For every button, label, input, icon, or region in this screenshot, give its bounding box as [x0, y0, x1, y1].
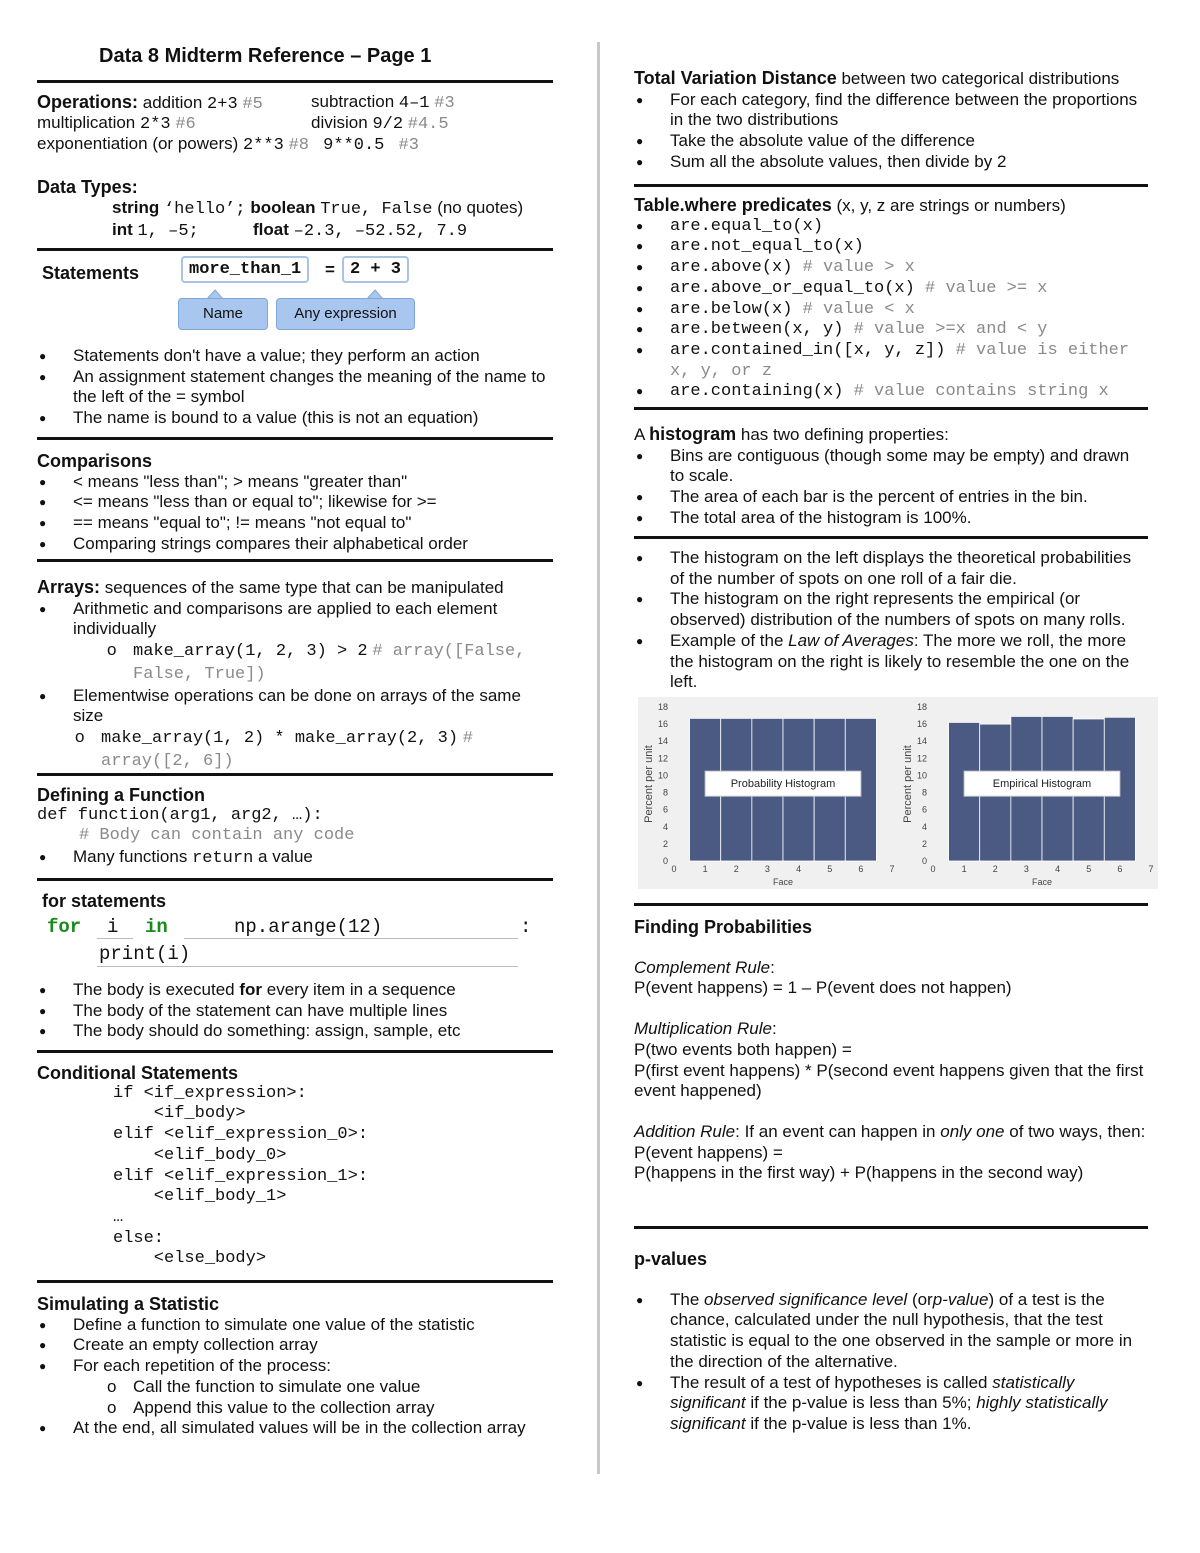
- op-code: 9**0.5: [323, 136, 385, 155]
- y-tick-label: 12: [916, 753, 927, 764]
- rule: [634, 407, 1148, 410]
- code-line: elif <elif_expression_0>:: [113, 1125, 369, 1145]
- data-types-section: [37, 177, 553, 243]
- list-item: ● Elementwise operations can be done on arrays of the same size: [37, 686, 553, 727]
- code: return: [192, 849, 254, 869]
- x-tick-label: 3: [764, 864, 770, 874]
- code-comment: # array([2, 6]): [101, 728, 473, 771]
- text: of two ways, then:: [1009, 1121, 1146, 1141]
- op-label: subtraction: [311, 92, 395, 111]
- probabilities-title: Finding Probabilities: [634, 917, 813, 937]
- type-label: boolean: [250, 197, 316, 217]
- x-axis-label: Face: [772, 877, 794, 887]
- list-item: [37, 980, 553, 1001]
- x-tick-label: 3: [1023, 864, 1029, 874]
- type-example: –2.3, –52.52, 7.9: [293, 222, 468, 242]
- comparisons-title: Comparisons: [37, 451, 153, 471]
- list-item: [634, 1373, 1148, 1435]
- text: Example of the: [670, 630, 784, 650]
- list-item: ● < means "less than"; > means "greater than": [37, 472, 553, 493]
- x-tick-label: 6: [858, 864, 864, 874]
- list-item: ● <= means "less than or equal to"; likewise for >=: [37, 492, 553, 513]
- x-axis-label: Face: [1031, 877, 1053, 887]
- y-tick-label: 8: [921, 787, 927, 798]
- text: P(happens in the first way) + P(happens in the second way): [634, 1163, 1084, 1183]
- rule: [37, 773, 553, 776]
- x-tick-label: 7: [1148, 864, 1154, 874]
- histogram-description: [634, 548, 1148, 693]
- where-subtitle: (x, y, z are strings or numbers): [836, 196, 1066, 215]
- y-tick-label: 10: [657, 770, 668, 781]
- sub-list-item: [65, 727, 553, 772]
- text: if the p-value is less than 1%.: [750, 1413, 972, 1433]
- code-comment: # value >=x and < y: [853, 320, 1048, 340]
- text: every item in a sequence: [266, 980, 456, 999]
- underline: [97, 938, 133, 939]
- op-label: division: [311, 113, 368, 132]
- statements-title: Statements: [42, 263, 140, 283]
- x-tick-label: 7: [889, 864, 895, 874]
- operations-section: [37, 92, 553, 155]
- expression-code-box: 2 + 3: [342, 256, 409, 283]
- text: only one: [940, 1121, 1005, 1141]
- op-label: multiplication: [37, 113, 136, 132]
- pvalues-title: p-values: [634, 1249, 708, 1269]
- underline: [97, 966, 518, 967]
- code-comment: # value is either x, y, or z: [670, 340, 1130, 381]
- list-item: ● Create an empty collection array: [37, 1335, 553, 1356]
- list-item: ● Take the absolute value of the difference: [634, 131, 1148, 152]
- op-result: #3: [434, 94, 455, 113]
- list-item: ● == means "equal to"; != means "not equal to": [37, 513, 553, 534]
- type-label: float: [253, 220, 289, 240]
- code-comment: # array([False, False, True]): [133, 642, 526, 684]
- code-line: <else_body>: [113, 1249, 267, 1269]
- x-tick-label: 2: [992, 864, 998, 874]
- text: a value: [258, 847, 313, 867]
- text: The: [670, 1289, 700, 1309]
- y-tick-label: 4: [921, 821, 927, 832]
- type-example: 1, –5;: [137, 222, 199, 242]
- text: Law of Averages: [788, 630, 914, 650]
- loop-body: print(i): [99, 943, 191, 965]
- y-tick-label: 12: [657, 753, 668, 764]
- type-note: (no quotes): [437, 197, 524, 217]
- y-tick-label: 18: [916, 702, 927, 712]
- text: Many functions: [73, 847, 188, 867]
- op-code: 9/2: [372, 115, 404, 134]
- text: (or: [911, 1289, 933, 1309]
- text: The result of a test of hypotheses is called: [670, 1372, 988, 1392]
- in-keyword: in: [145, 916, 168, 938]
- list-item: ● The total area of the histogram is 100%.: [634, 508, 1148, 529]
- text: P(event happens) =: [634, 1142, 783, 1162]
- name-tag: Name: [178, 298, 268, 330]
- code: are.above(x): [670, 258, 793, 278]
- y-tick-label: 0: [921, 856, 927, 866]
- for-bullets: [37, 980, 553, 1042]
- for-keyword: for: [47, 916, 82, 938]
- y-tick-label: 0: [662, 856, 668, 866]
- code: are.below(x): [670, 299, 793, 319]
- code: are.above_or_equal_to(x): [670, 278, 915, 298]
- x-tick-label: 5: [827, 864, 833, 874]
- arrays-section: [37, 577, 553, 772]
- code: are.equal_to(x): [670, 216, 824, 236]
- list-item: ● At the end, all simulated values will be in the collection array: [37, 1418, 553, 1439]
- code-line: else:: [113, 1228, 165, 1248]
- text: p-value: [932, 1289, 989, 1309]
- x-tick-label: 0: [671, 864, 677, 874]
- list-item: [634, 631, 1148, 693]
- y-tick-label: 6: [662, 804, 668, 815]
- defining-function-section: [37, 785, 553, 870]
- list-item: ● An assignment statement changes the meaning of the name to the left of the = symbol: [37, 367, 553, 408]
- rule: [37, 1280, 553, 1283]
- op-code: 4–1: [398, 94, 430, 113]
- chart-title: Probability Histogram: [730, 778, 836, 791]
- rule: [37, 1050, 553, 1053]
- list-item: [37, 847, 553, 870]
- where-section: [634, 195, 1148, 403]
- x-tick-label: 5: [1086, 864, 1092, 874]
- name-code-box: more_than_1: [181, 256, 309, 283]
- sub-list-item: o Call the function to simulate one value: [97, 1377, 553, 1398]
- defining-function-title: Defining a Function: [37, 785, 205, 805]
- list-item: [634, 1290, 1148, 1373]
- rule: [634, 536, 1148, 539]
- rule: [634, 1226, 1148, 1229]
- data-types-title: Data Types:: [37, 177, 138, 197]
- op-code: 2**3: [243, 136, 284, 155]
- x-tick-label: 0: [930, 864, 936, 874]
- y-tick-label: 18: [657, 702, 668, 712]
- op-code: 2*3: [140, 115, 171, 134]
- y-tick-label: 14: [657, 736, 668, 747]
- rule: [37, 80, 553, 83]
- list-item: [634, 217, 1148, 238]
- op-result: #6: [175, 115, 196, 134]
- x-tick-label: 6: [1117, 864, 1123, 874]
- colon: :: [520, 916, 532, 938]
- sub-list-item: o Append this value to the collection array: [97, 1398, 553, 1419]
- where-title: Table.where predicates: [634, 195, 832, 215]
- x-tick-label: 4: [796, 864, 802, 874]
- probabilities-section: Finding Probabilities Complement Rule: P(event happens) = 1 – P(event does not happen) Multiplication Rule: P(two events both happen) = P(first event happens) * P(second event happens given that the first event happened) Addition Rule: If an event can happen in only one of two ways, then: P(event happens) = P(happens in the first way) + P(happens in the second way): [634, 917, 1148, 1184]
- chart-title: Empirical Histogram: [992, 778, 1092, 791]
- text: P(two events both happen) =: [634, 1039, 852, 1059]
- code-line: <elif_body_1>: [113, 1187, 287, 1207]
- type-label: int: [112, 220, 133, 240]
- op-result: #8: [288, 136, 309, 155]
- text: : If an event can happen in: [735, 1121, 936, 1141]
- list-item: [634, 300, 1148, 321]
- code: are.not_equal_to(x): [670, 237, 864, 257]
- rule: [634, 903, 1148, 906]
- code-comment: # value contains string x: [853, 382, 1109, 402]
- code-line: <if_body>: [113, 1104, 246, 1124]
- conditional-section: [37, 1063, 553, 1270]
- text: A: [634, 425, 645, 444]
- sequence-expression: np.arange(12): [234, 916, 383, 938]
- list-item: ● The name is bound to a value (this is not an equation): [37, 408, 553, 429]
- text: The body is executed: [73, 980, 235, 999]
- y-tick-label: 14: [916, 736, 927, 747]
- expression-tag: Any expression: [276, 298, 415, 330]
- op-label: addition: [142, 93, 203, 112]
- where-list: [634, 217, 1148, 403]
- list-item: [634, 237, 1148, 258]
- text: for: [239, 980, 263, 999]
- x-tick-label: 1: [961, 864, 967, 874]
- list-item: ● Statements don't have a value; they perform an action: [37, 346, 553, 367]
- list-item: [634, 258, 1148, 279]
- rule: [37, 248, 553, 251]
- list-item: [634, 341, 1148, 382]
- statements-bullets: [37, 346, 553, 429]
- x-tick-label: 1: [702, 864, 708, 874]
- y-axis-label: Percent per unit: [643, 745, 655, 823]
- code-line: if <if_expression>:: [113, 1083, 307, 1103]
- text: : The more we roll, the more the histogram on the right is likely to resemble the one on the left.: [670, 630, 1130, 692]
- op-result: #3: [398, 136, 419, 155]
- op-label: exponentiation (or powers): [37, 134, 239, 153]
- code-comment: # value < x: [802, 299, 915, 319]
- text: observed significance level: [704, 1289, 908, 1309]
- text: P(event happens) = 1 – P(event does not happen): [634, 978, 1012, 998]
- conditional-code: [37, 1084, 553, 1270]
- rule-label: Addition Rule: [634, 1121, 736, 1141]
- y-tick-label: 2: [921, 838, 927, 849]
- text: highly statistically significant: [670, 1393, 1108, 1433]
- text: statistically significant: [670, 1372, 1075, 1413]
- list-item: ● The histogram on the right represents the empirical (or observed) distribution of the numbers of spots on many rolls.: [634, 589, 1148, 630]
- x-tick-label: 4: [1055, 864, 1061, 874]
- equals-sign: =: [325, 260, 335, 279]
- y-tick-label: 4: [662, 821, 668, 832]
- rule: [37, 559, 553, 562]
- y-tick-label: 16: [916, 719, 927, 730]
- code: make_array(1, 2, 3) > 2: [133, 642, 368, 662]
- list-item: ● The histogram on the left displays the theoretical probabilities of the number of spots on one roll of a fair die.: [634, 548, 1148, 589]
- code-comment: # value >= x: [925, 278, 1048, 298]
- comparisons-section: [37, 451, 553, 555]
- underline: [184, 938, 518, 939]
- rule: [634, 184, 1148, 187]
- pvalues-section: [634, 1249, 1148, 1435]
- rule-label: Multiplication Rule: [634, 1019, 772, 1039]
- text: P(first event happens) * P(second event happens given that the first event happened): [634, 1060, 1144, 1101]
- list-item: ● The body of the statement can have multiple lines: [37, 1001, 553, 1022]
- op-result: #4.5: [407, 115, 449, 134]
- list-item: ● Comparing strings compares their alphabetical order: [37, 534, 553, 555]
- list-item: [634, 382, 1148, 403]
- code-line: …: [113, 1207, 124, 1227]
- list-item: ● For each category, find the difference between the proportions in the two distributions: [634, 90, 1148, 131]
- histograms-svg: [638, 697, 1158, 889]
- list-item: ● For each repetition of the process:: [37, 1356, 553, 1377]
- op-code: 2+3: [207, 95, 238, 114]
- operations-title: Operations:: [37, 92, 139, 112]
- code: are.between(x, y): [670, 320, 844, 340]
- tvd-title: Total Variation Distance: [634, 68, 837, 88]
- histogram-section: [634, 424, 1148, 529]
- for-statements-title: for statements: [42, 891, 167, 911]
- tvd-section: [634, 68, 1148, 173]
- simulating-title: Simulating a Statistic: [37, 1294, 220, 1314]
- list-item: ● Sum all the absolute values, then divide by 2: [634, 152, 1148, 173]
- arrays-subtitle: sequences of the same type that can be manipulated: [104, 578, 504, 597]
- x-tick-label: 2: [733, 864, 739, 874]
- conditional-title: Conditional Statements: [37, 1063, 239, 1083]
- column-divider: [597, 42, 600, 1474]
- y-tick-label: 2: [662, 838, 668, 849]
- loop-variable: i: [107, 916, 119, 938]
- simulating-section: [37, 1294, 553, 1439]
- code: make_array(1, 2) * make_array(2, 3): [101, 728, 459, 748]
- tvd-subtitle: between two categorical distributions: [841, 69, 1120, 88]
- rule: [37, 878, 553, 881]
- code: def function(arg1, arg2, …):: [37, 805, 323, 825]
- code: are.contained_in([x, y, z]): [670, 340, 946, 360]
- list-item: ● The body should do something: assign, sample, etc: [37, 1021, 553, 1042]
- text: has two defining properties:: [740, 425, 949, 444]
- code-comment: # Body can contain any code: [79, 826, 355, 846]
- code-line: elif <elif_expression_1>:: [113, 1166, 369, 1186]
- code-line: <elif_body_0>: [113, 1145, 287, 1165]
- list-item: ● Bins are contiguous (though some may be empty) and drawn to scale.: [634, 446, 1148, 487]
- type-example: ‘hello’;: [163, 199, 246, 219]
- text: if the p-value is less than 5%;: [750, 1393, 972, 1413]
- type-example: True, False: [320, 199, 433, 219]
- code: are.containing(x): [670, 382, 844, 402]
- rule: [37, 437, 553, 440]
- histograms-panel: [638, 697, 1158, 889]
- text: ) of a test is the chance, calculated under the null hypothesis, that the test statistic is equal to the one observed in the sample or more in the direction of the alternative.: [670, 1289, 1133, 1371]
- op-result: #5: [242, 95, 263, 114]
- y-tick-label: 16: [657, 719, 668, 730]
- y-tick-label: 8: [662, 787, 668, 798]
- y-tick-label: 6: [921, 804, 927, 815]
- sub-list-item: [97, 640, 553, 685]
- arrays-title: Arrays:: [37, 577, 101, 597]
- page-title: Data 8 Midterm Reference – Page 1: [99, 45, 432, 67]
- y-tick-label: 10: [916, 770, 927, 781]
- rule-label: Complement Rule: [634, 957, 771, 977]
- histogram-term: histogram: [649, 424, 737, 444]
- list-item: ● The area of each bar is the percent of entries in the bin.: [634, 487, 1148, 508]
- type-label: string: [112, 197, 160, 217]
- list-item: ● Arithmetic and comparisons are applied to each element individually: [37, 599, 553, 640]
- y-axis-label: Percent per unit: [902, 745, 914, 823]
- list-item: [634, 320, 1148, 341]
- list-item: [634, 279, 1148, 300]
- code-comment: # value > x: [802, 258, 915, 278]
- list-item: ● Define a function to simulate one value of the statistic: [37, 1315, 553, 1336]
